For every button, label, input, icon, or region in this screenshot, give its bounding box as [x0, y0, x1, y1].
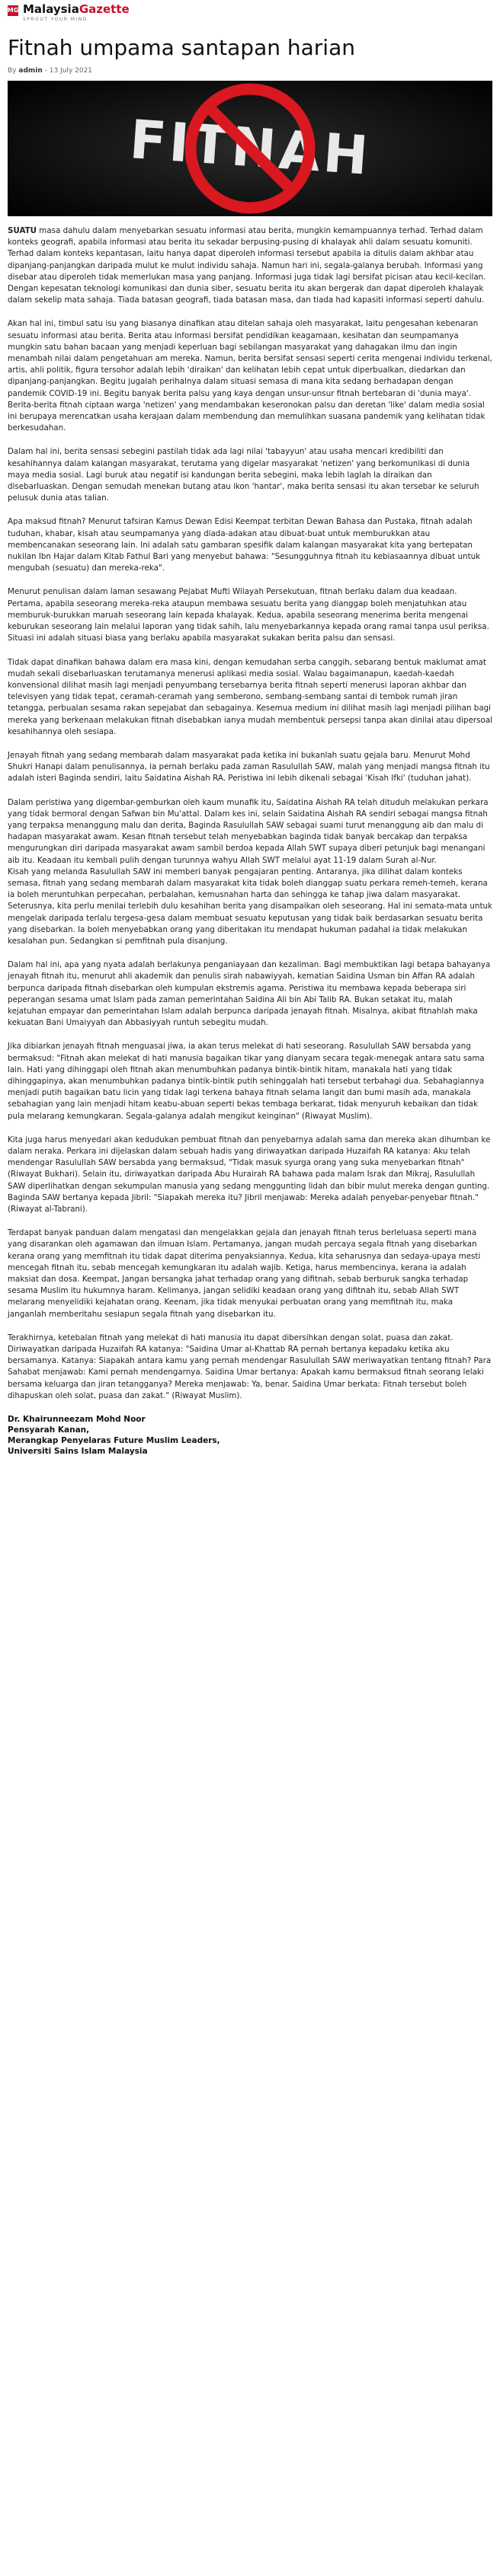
- article-paragraph: Kisah yang melanda Rasulullah SAW ini memberi banyak pengajaran penting. Antaranya, jika dilihat dalam konteks semasa, fitnah yang sedang membarah dalam masyarakat kita tidak boleh dianggap suatu perkara remeh-temeh, kerana ia boleh meruntuhkan perpecahan, perbalahan, kemusnahan harta dan sehingga ke tahap jiwa dalam masyarakat. Seterusnya, kita perlu menilai terlebih dulu kesahihan berita yang disampaikan oleh seseorang. Hal ini semata-mata untuk mengelak daripada terlalu tergesa-gesa dalam membuat sesuatu keputusan yang tidak baik berdasarkan sesuatu berita yang disebarkan. Ia boleh menyebabkan orang yang diberitakan itu mendapat hukuman padahal ia tidak melakukan kesalahan pun. Sedangkan si pemfitnah pula disanjung.: [8, 867, 492, 946]
- article-paragraph: Akan hal ini, timbul satu isu yang biasanya dinafikan atau ditelan sahaja oleh masyarakat, laitu pengesahan kebenaran sesuatu informasi atau berita. Berita atau informasi bersifat pendidikan keagamaan, kesihatan dan seumpamanya mungkin satu bahan bacaan yang menjadi keperluan bagi sebilangan masyarakat yang dahagakan ilmu dan ingin menambah nilai dalam pengetahuan am mereka. Namun, berita bersifat sensasi seperti cerita mengenai individu terkenal, artis, ahli politik, figura tersohor adalah lebih 'diraikan' dan kelihatan lebih cepat untuk diperbualkan, diedarkan dan dipanjang-panjangkan. Begitu jugalah perihalnya dalam situasi semasa di mana kita sedang berhadapan dengan pandemik COVID-19 ini. Begitu banyak berita palsu yang kaya dengan unsur-unsur fitnah bertebaran di 'dunia maya'. Berita-berita fitnah ciptaan warga 'netizen' yang mendambakan keseronokan palsu dan deretan 'like' dalam media sosial ini berupaya merencatkan usaha kerajaan dalam membendung dan memulihkan suasana pandemik yang kelihatan tidak berkesudahan.: [8, 319, 492, 433]
- brand-tagline: SPROUT YOUR MIND: [23, 17, 88, 22]
- article-paragraph: Dalam hal ini, berita sensasi sebegini pastilah tidak ada lagi nilai 'tabayyun' atau usaha mencari kredibiliti dan kesahihannya dalam kalangan masyarakat, terutama yang digelar masyarakat 'netizen' yang berkomunikasi di dunia maya media sosial. Lagi buruk atau negatif isi kandungan berita sebegini, maka lebih laglah la diraikan dan disebarluaskan. Dengan semudah menekan butang atau ikon 'hantar', maka berita sensasi itu akan tersebar ke seluruh pelusuk dunia atas talian.: [8, 447, 479, 503]
- signature-dept: Merangkap Penyelaras Future Muslim Leaders,: [8, 1436, 220, 1446]
- brand-name: [23, 3, 130, 16]
- no-fitnah-icon: [8, 81, 492, 216]
- author-link[interactable]: admin: [18, 67, 43, 75]
- brand-prefix: Malaysia: [23, 2, 79, 16]
- signature-role: Pensyarah Kanan,: [8, 1425, 90, 1435]
- article-paragraph: Dalam hal ini, apa yang nyata adalah berlakunya penganiayaan dan kezaliman. Bagi membuktikan lagi betapa bahayanya jenayah fitnah itu, menurut ahli akademik dan penulis sirah nabawiyyah, kematian Saidina Usman bin Affan RA adalah berpunca daripada fitnah disebarkan oleh kumpulan ekstremis agama. Peristiwa itu membawa kepada beberapa siri peperangan sesama umat Islam pada zaman pemerintahan Saidina Ali bin Abi Talib RA. Bukan setakat itu, malah kejatuhan empayar dan pemerintahan Islam adalah berpunca daripada jenayah fitnah. Misalnya, akibat fitnahlah maka kekuatan Bani Umaiyyah dan Abbasiyyah runtuh sebegitu mudah.: [8, 960, 491, 1028]
- byline: [8, 67, 492, 75]
- author-signature: [8, 1414, 492, 1457]
- byline-prefix: By: [8, 67, 17, 75]
- article-paragraph: Jika dibiarkan jenayah fitnah menguasai jiwa, ia akan terus melekat di hati seseorang. Rasulullah SAW bersabda yang bermaksud: "Fitnah akan melekat di hati manusia bagaikan tikar yang dianyam secara tegak-menegak antara satu sama lain. Hati yang dihinggapi oleh fitnah akan menumbuhkan padanya bintik-bintik hitam, manakala hati yang tidak dihinggapinya, akan menumbuhkan padanya bintik-bintik putih sehinggalah hati tersebut terbahagi dua. Sebahagiannya menjadi putih bagaikan batu licin yang tidak lagi terkena bahaya fitnah selama langit dan bumi masih ada, manakala sebahagian yang lain menjadi hitam keabu-abuan seperti bekas tembaga berkarat, tidak menyuruh kebaikan dan tidak pula melarang kemungkaran. Segala-galanya adalah mengikut keinginan" (Riwayat Muslim).: [8, 1042, 485, 1121]
- article-paragraph: Jenayah fitnah yang sedang membarah dalam masyarakat pada ketika ini bukanlah suatu gejala baru. Menurut Mohd Shukri Hanapi dalam penulisannya, ia pernah berlaku pada zaman Rasulullah SAW, malah yang menjadi mangsa fitnah itu adalah isteri Baginda sendiri, laitu Saidatina Aishah RA. Peristiwa ini lebih dikenali sebagai 'Kisah Ifki' (tuduhan jahat).: [8, 750, 490, 784]
- logo-badge-text: MG: [7, 7, 19, 14]
- article-paragraph: Apa maksud fitnah? Menurut tafsiran Kamus Dewan Edisi Keempat terbitan Dewan Bahasa dan Pustaka, fitnah adalah tuduhan, khabar, kisah atau seumpamanya yang diada-adakan atau dibuat-buat untuk memburukkan atau membencanakan seseorang lain. Ini adalah satu gambaran spesifik dalam kalangan masyarakat kita yang bertepatan nukilan Ibn Hajar dalam Kitab Fathul Bari yang menyebut bahawa: "Sesungguhnya fitnah itu kebiasaannya dibuat untuk mengubah (sesuatu) dan mereka-reka".: [8, 517, 481, 573]
- signature-university: Universiti Sains Islam Malaysia: [8, 1447, 148, 1457]
- article-paragraph: Dalam peristiwa yang digembar-gemburkan oleh kaum munafik itu, Saidatina Aishah RA telah dituduh melakukan perkara yang tidak bermoral dengan Safwan bin Mu'attal. Dalam kes ini, selain Saidatina Aishah RA sendiri sebagai mangsa fitnah yang terpaksa menanggung malu dan derita, Baginda Rasulullah SAW sebagai suami turut menanggung aib dan malu di hadapan masyarakat awam. Kesan fitnah tersebut telah menyebabkan baginda tidak banyak bercakap dan terpaksa mengurungkan diri daripada masyarakat awam sambil berdoa kepada Allah SWT supaya diberi petunjuk bagi menangani aib itu. Keadaan itu kembali pulih dengan turunnya wahyu Allah SWT melalui ayat 11-19 dalam Surah al-Nur.: [8, 797, 489, 865]
- article-body: [8, 225, 492, 1457]
- article-paragraph: Menurut penulisan dalam laman sesawang Pejabat Mufti Wilayah Persekutuan, fitnah berlaku dalam dua keadaan. Pertama, apabila seseorang mereka-reka ataupun membawa sesuatu berita yang dianggap boleh menjatuhkan atau memburuk-burukkan maruah seseorang lain kepada khalayak. Kedua, apabila seseorang menerima berita mengenai keburukan seseorang lain melalui laporan yang tidak sahih, lalu menyebarkannya kepada orang ramai tanpa usul periksa. Situasi ini adalah situasi biasa yang berlaku apabila masyarakat sukakan berita palsu dan sensasi.: [8, 587, 489, 643]
- lead-word: SUATU: [8, 226, 37, 235]
- site-logo[interactable]: [8, 0, 492, 26]
- article-paragraph: Kita juga harus menyedari akan kedudukan pembuat fitnah dan penyebarnya adalah sama dan mereka akan dihumban ke dalam neraka. Perkara ini dijelaskan dalam sebuah hadis yang diriwayatkan daripada Huzaifah RA katanya: Aku telah mendengar Rasulullah SAW bersabda yang bermaksud, "Tidak masuk syurga orang yang suka menyebarkan fitnah" (Riwayat Bukhari). Selain itu, diriwayatkan daripada Abu Hurairah RA bahawa pada malam Israk dan Mikraj, Rasulullah SAW diperlihatkan dengan sekumpulan manusia yang sedang menggunting lidah dan bibir mulut mereka dengan gunting. Baginda SAW bertanya kepada Jibril: "Siapakah mereka itu? Jibril menjawab: Mereka adalah penyebar-penyebar fitnah." (Riwayat al-Tabrani).: [8, 1135, 491, 1215]
- logo-badge-icon: [8, 5, 18, 16]
- logo-text: [23, 3, 130, 22]
- paragraph-text: masa dahulu dalam menyebarkan sesuatu informasi atau berita, mungkin kemampuannya terhad. Terhad dalam konteks geografi, apabila informasi atau berita itu sekadar berpusing-pusing di khalayak ahli dalam sesuatu komuniti. Terhad dalam konteks kepantasan, laitu hanya dapat diperoleh informasi tersebut apabila ia ditulis dalam akhbar atau dipanjang-panjangkan daripada mulut ke mulut individu sahaja. Namun hari ini, segala-galanya berubah. Informasi yang disebar atau diperoleh tidak memerlukan masa yang panjang. Informasi juga tidak lagi bersifat picisan atau kecil-kecilan. Dengan kepesatan teknologi komunikasi dan dunia siber, sesuatu berita itu akan bergerak dan dapat diperoleh khalayak dalam sekelip mata sahaja. Tiada batasan geografi, tiada batasan masa, dan tiada had kapasiti informasi seperti dahulu.: [8, 226, 486, 305]
- article-title: Fitnah umpama santapan harian: [8, 35, 355, 60]
- brand-suffix: Gazette: [79, 2, 130, 16]
- byline-separator: -: [44, 67, 50, 75]
- article-paragraph: [8, 225, 492, 306]
- hero-image: [8, 81, 492, 216]
- article-date: 13 July 2021: [49, 67, 93, 75]
- article-paragraph: Terdapat banyak panduan dalam mengatasi dan mengelakkan gejala dan jenayah fitnah terus berleluasa seperti mana yang disarankan oleh agamawan dan ilmuan Islam. Pertamanya, jangan mudah percaya segala fitnah yang disebarkan kerana orang yang memfitnah itu tidak dapat diterima penyaksiannya. Kedua, kita seharusnya dan sedaya-upaya mesti mencegah fitnah itu, sebab mencegah kemungkaran itu adalah wajib. Ketiga, harus membencinya, kerana ia adalah maksiat dan dosa. Keempat, Jangan bersangka jahat terhadap orang yang difitnah, sebab berburuk sangka terhadap sesama Muslim itu hukumnya haram. Kelimanya, jangan selidiki keadaan orang yang difitnah itu, sebab Allah SWT melarang menyelidiki kejahatan orang. Keenam, jika tidak menyukai perbuatan orang yang memfitnah itu, maka janganlah memberitahu sesiapun segala fitnah yang disebarkan itu.: [8, 1228, 481, 1319]
- article-paragraph: Tidak dapat dinafikan bahawa dalam era masa kini, dengan kemudahan serba canggih, sebarang bentuk maklumat amat mudah sekali disebarluaskan terutamanya menerusi aplikasi media sosial. Walau bagaimanapun, kaedah-kaedah konvensional dilihat masih lagi menjadi penyumbang tersebarnya berita fitnah seperti menerusi laporan akhbar dan televisyen yang tidak tepat, ceramah-ceramah yang semberono, sembang-sembang santai di tembok rumah jiran tetangga, perbualan sesama rakan sepejabat dan sebagainya. Kesemua medium ini dilihat masih lagi menjadi pilihan bagi mereka yang berkenaan melakukan fitnah disebabkan ianya mudah membentuk persepsi tanpa akan dinilai atau dipersoal kesahihannya oleh sesiapa.: [8, 657, 492, 736]
- signature-name: Dr. Khairunneezam Mohd Noor: [8, 1415, 146, 1425]
- article-paragraph: Terakhirnya, ketebalan fitnah yang melekat di hati manusia itu dapat dibersihkan dengan solat, puasa dan zakat. Diriwayatkan daripada Huzaifah RA katanya: "Saidina Umar al-Khattab RA pernah bertanya kepadaku ketika aku bersamanya. Katanya: Siapakah antara kamu yang pernah mendengar Rasulullah SAW meriwayatkan tentang fitnah? Para Sahabat menjawab: Kami pernah mendengarnya. Saidina Umar bertanya: Apakah kamu bermaksud fitnah seorang lelaki bersama keluarga dan jiran tetangganya? Mereka menjawab: Ya, benar. Saidina Umar berkata: Fitnah tersebut boleh dihapuskan oleh solat, puasa dan zakat." (Riwayat Muslim).: [8, 1333, 492, 1400]
